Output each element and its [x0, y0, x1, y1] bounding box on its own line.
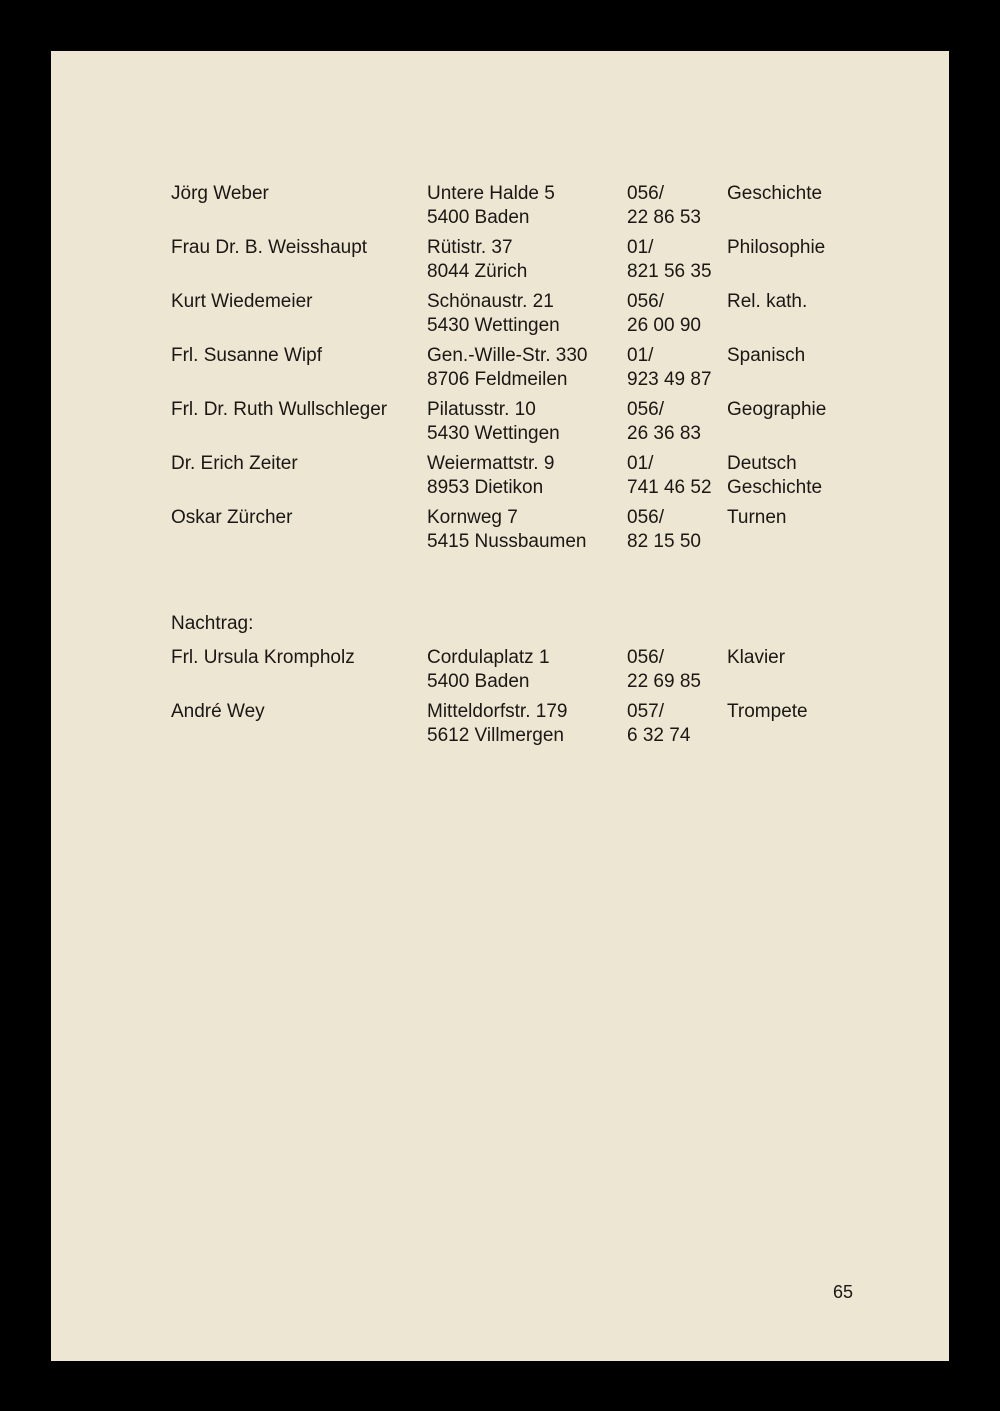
- phone-number: 741 46 52: [627, 477, 712, 498]
- document-page: [51, 51, 949, 1361]
- phone-number: 26 00 90: [627, 315, 701, 336]
- address: [427, 290, 560, 338]
- city: 5400 Baden: [427, 207, 530, 228]
- list-item: [171, 344, 891, 394]
- address: [427, 452, 554, 500]
- list-item: [171, 452, 891, 502]
- subject-line: Geschichte: [727, 477, 823, 498]
- area-code: 056/: [627, 291, 664, 312]
- street: Pilatusstr. 10: [427, 399, 536, 420]
- phone: [627, 398, 701, 446]
- subject: [727, 700, 808, 724]
- phone: [627, 344, 712, 392]
- city: 8706 Feldmeilen: [427, 369, 568, 390]
- subject-line: Trompete: [727, 701, 808, 722]
- person-name: Dr. Erich Zeiter: [171, 453, 298, 474]
- area-code: 056/: [627, 647, 664, 668]
- area-code: 01/: [627, 345, 654, 366]
- area-code: 056/: [627, 399, 664, 420]
- address: [427, 344, 588, 392]
- address: [427, 646, 550, 694]
- street: Weiermattstr. 9: [427, 453, 555, 474]
- person-name: Frau Dr. B. Weisshaupt: [171, 237, 368, 258]
- subject-line: Klavier: [727, 647, 786, 668]
- address: [427, 236, 527, 284]
- subject: [727, 290, 807, 314]
- phone-number: 923 49 87: [627, 369, 712, 390]
- city: 5430 Wettingen: [427, 315, 560, 336]
- address: [427, 506, 587, 554]
- subject: [727, 506, 787, 530]
- city: 8044 Zürich: [427, 261, 528, 282]
- person-name: André Wey: [171, 701, 265, 722]
- area-code: 057/: [627, 701, 664, 722]
- list-item: [171, 290, 891, 340]
- person-name: Frl. Susanne Wipf: [171, 345, 322, 366]
- street: Rütistr. 37: [427, 237, 513, 258]
- subject-line: Philosophie: [727, 237, 826, 258]
- person-name: Oskar Zürcher: [171, 507, 293, 528]
- street: Gen.-Wille-Str. 330: [427, 345, 588, 366]
- subject-line: Spanisch: [727, 345, 806, 366]
- area-code: 056/: [627, 183, 664, 204]
- city: 8953 Dietikon: [427, 477, 544, 498]
- list-item: [171, 506, 891, 556]
- subject: [727, 452, 822, 500]
- phone-number: 821 56 35: [627, 261, 712, 282]
- street: Cordulaplatz 1: [427, 647, 550, 668]
- area-code: 01/: [627, 453, 654, 474]
- phone-number: 82 15 50: [627, 531, 701, 552]
- city: 5612 Villmergen: [427, 725, 564, 746]
- phone: [627, 290, 701, 338]
- phone: [627, 646, 701, 694]
- subject-line: Deutsch: [727, 453, 797, 474]
- address: [427, 700, 567, 748]
- city: 5400 Baden: [427, 671, 530, 692]
- page-number: 65: [832, 1282, 853, 1302]
- phone: [627, 700, 690, 748]
- list-item: [171, 700, 891, 750]
- person-name: Frl. Dr. Ruth Wullschleger: [171, 399, 388, 420]
- phone-number: 22 69 85: [627, 671, 701, 692]
- subject-line: Geschichte: [727, 183, 823, 204]
- list-item: [171, 646, 891, 696]
- list-item: [171, 236, 891, 286]
- phone: [627, 506, 701, 554]
- street: Untere Halde 5: [427, 183, 555, 204]
- address: [427, 398, 560, 446]
- list-item: [171, 182, 891, 232]
- person-name: Kurt Wiedemeier: [171, 291, 313, 312]
- subject: [727, 236, 825, 260]
- phone: [627, 182, 701, 230]
- subject: [727, 646, 785, 670]
- person-name: Jörg Weber: [171, 183, 269, 204]
- subject-line: Rel. kath.: [727, 291, 808, 312]
- person-name: Frl. Ursula Krompholz: [171, 647, 355, 668]
- phone-number: 22 86 53: [627, 207, 701, 228]
- phone: [627, 236, 712, 284]
- street: Mitteldorfstr. 179: [427, 701, 568, 722]
- list-item: [171, 398, 891, 448]
- phone: [627, 452, 712, 500]
- area-code: 01/: [627, 237, 654, 258]
- subject: [727, 344, 805, 368]
- phone-number: 26 36 83: [627, 423, 701, 444]
- city: 5430 Wettingen: [427, 423, 560, 444]
- subject: [727, 182, 822, 206]
- street: Kornweg 7: [427, 507, 518, 528]
- subject-line: Turnen: [727, 507, 787, 528]
- nachtrag-heading: Nachtrag:: [171, 613, 254, 634]
- city: 5415 Nussbaumen: [427, 531, 587, 552]
- area-code: 056/: [627, 507, 664, 528]
- address: [427, 182, 555, 230]
- subject-line: Geographie: [727, 399, 827, 420]
- phone-number: 6 32 74: [627, 725, 691, 746]
- subject: [727, 398, 826, 422]
- street: Schönaustr. 21: [427, 291, 554, 312]
